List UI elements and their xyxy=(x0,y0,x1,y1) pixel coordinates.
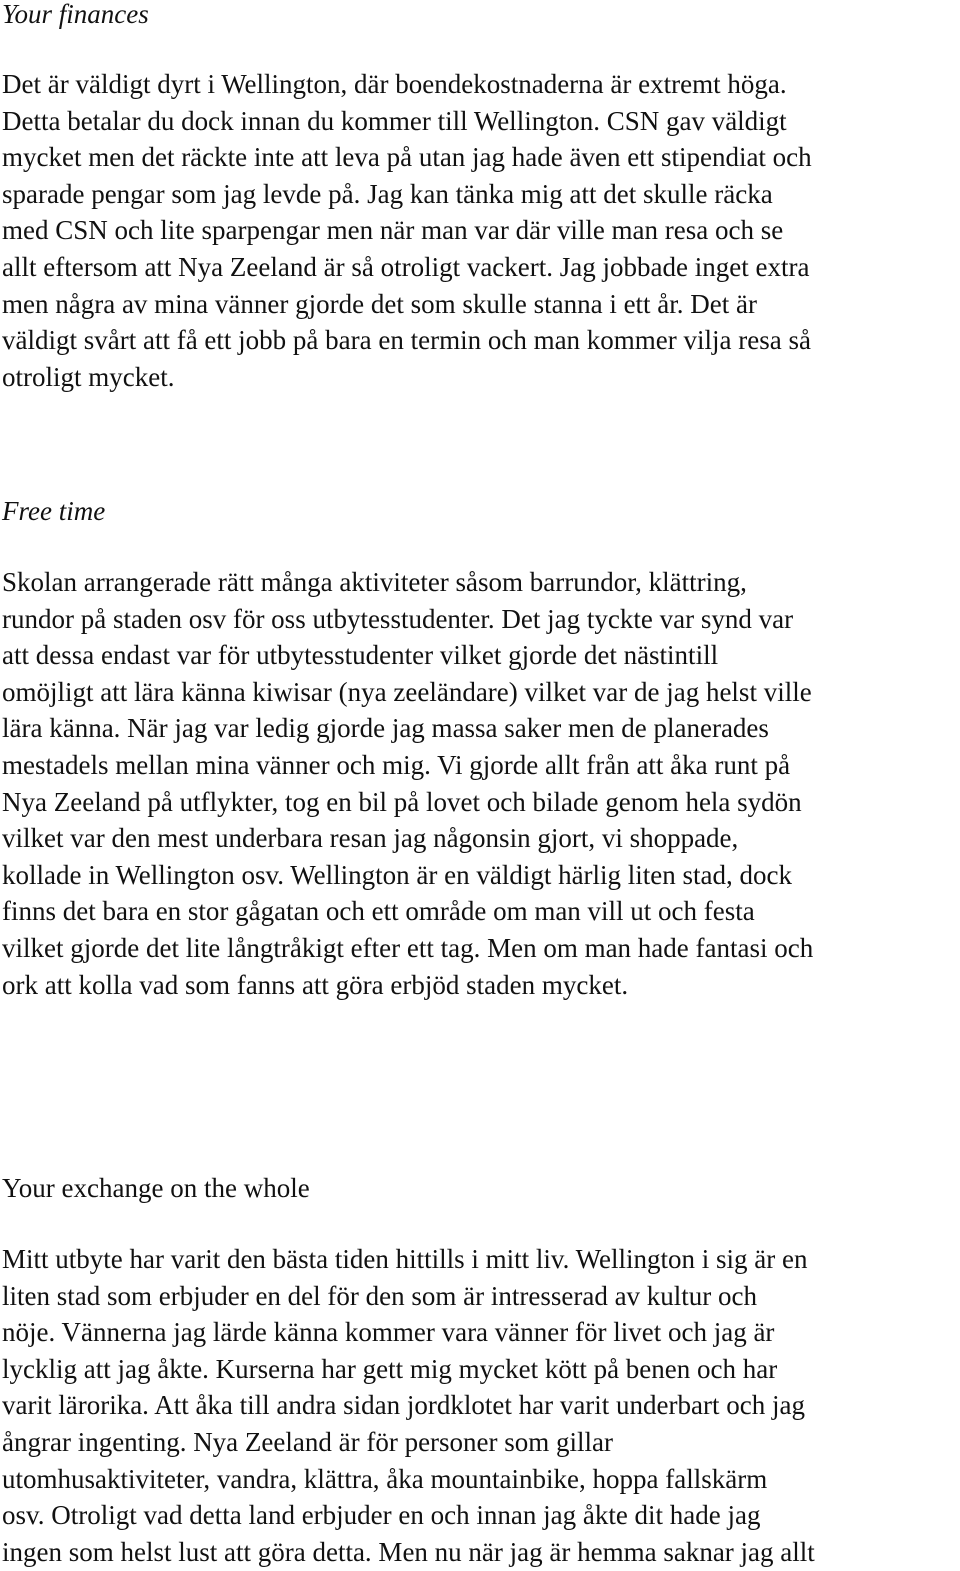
section-paragraph xyxy=(2,66,954,395)
section-heading: Your finances xyxy=(2,0,149,29)
paragraph-line: nöje. Vännerna jag lärde känna kommer vara vänner för livet och jag är xyxy=(2,1317,775,1348)
paragraph-line: otroligt mycket. xyxy=(2,361,175,392)
paragraph-line: allt eftersom att Nya Zeeland är så otroligt vackert. Jag jobbade inget extra xyxy=(2,251,810,282)
paragraph-line: ångrar ingenting. Nya Zeeland är för personer som gillar xyxy=(2,1426,614,1457)
paragraph-line: finns det bara en stor gågatan och ett område om man vill ut och festa xyxy=(2,896,755,927)
section-heading: Your exchange on the whole xyxy=(2,1173,310,1203)
paragraph-line: varit lärorika. Att åka till andra sidan jordklotet har varit underbart och jag xyxy=(2,1390,805,1421)
paragraph-line: mestadels mellan mina vänner och mig. Vi gjorde allt från att åka runt på xyxy=(2,749,791,780)
paragraph-line: ork att kolla vad som fanns att göra erbjöd staden mycket. xyxy=(2,969,629,1000)
paragraph-line: väldigt svårt att få ett jobb på bara en termin och man kommer vilja resa så xyxy=(2,325,811,356)
paragraph-line: lära känna. När jag var ledig gjorde jag massa saker men de planerades xyxy=(2,713,769,744)
section-your-finances xyxy=(2,0,954,395)
paragraph-line: med CSN och lite sparpengar men när man var där ville man resa och se xyxy=(2,215,784,246)
paragraph-line: Det är väldigt dyrt i Wellington, där boendekostnaderna är extremt höga. xyxy=(2,69,787,99)
paragraph-line: mycket men det räckte inte att leva på utan jag hade även ett stipendiat och xyxy=(2,142,812,173)
paragraph-line: att dessa endast var för utbytesstudenter vilket gjorde det nästintill xyxy=(2,640,719,671)
section-free-time xyxy=(2,495,954,1003)
paragraph-line: Skolan arrangerade rätt många aktiviteter såsom barrundor, klättring, xyxy=(2,567,747,597)
paragraph-line: men några av mina vänner gjorde det som skulle stanna i ett år. Det är xyxy=(2,288,757,319)
paragraph-line: kollade in Wellington osv. Wellington är en väldigt härlig liten stad, dock xyxy=(2,859,793,890)
paragraph-line: ingen som helst lust att göra detta. Men nu när jag är hemma saknar jag allt xyxy=(2,1536,815,1567)
paragraph-line: Mitt utbyte har varit den bästa tiden hittills i mitt liv. Wellington i sig är en xyxy=(2,1244,808,1274)
paragraph-line: sparade pengar som jag levde på. Jag kan tänka mig att det skulle räcka xyxy=(2,178,773,209)
paragraph-line: osv. Otroligt vad detta land erbjuder en och innan jag åkte dit hade jag xyxy=(2,1500,761,1531)
section-heading: Free time xyxy=(2,496,106,526)
paragraph-line: omöjligt att lära känna kiwisar (nya zeeländare) vilket var de jag helst ville xyxy=(2,676,812,707)
section-paragraph xyxy=(2,1241,954,1570)
paragraph-line: liten stad som erbjuder en del för den som är intresserad av kultur och xyxy=(2,1280,758,1311)
paragraph-line: lycklig att jag åkte. Kurserna har gett mig mycket kött på benen och har xyxy=(2,1353,778,1384)
section-your-exchange xyxy=(2,1172,954,1570)
paragraph-line: Nya Zeeland på utflykter, tog en bil på lovet och bilade genom hela sydön xyxy=(2,786,802,817)
paragraph-line: Detta betalar du dock innan du kommer till Wellington. CSN gav väldigt xyxy=(2,105,787,136)
paragraph-line: rundor på staden osv för oss utbytesstudenter. Det jag tyckte var synd var xyxy=(2,603,794,634)
paragraph-line: vilket var den mest underbara resan jag någonsin gjort, vi shoppade, xyxy=(2,823,739,854)
paragraph-line: vilket gjorde det lite långtråkigt efter ett tag. Men om man hade fantasi och xyxy=(2,932,814,963)
section-paragraph xyxy=(2,564,954,1003)
paragraph-line: utomhusaktiviteter, vandra, klättra, åka mountainbike, hoppa fallskärm xyxy=(2,1463,768,1494)
